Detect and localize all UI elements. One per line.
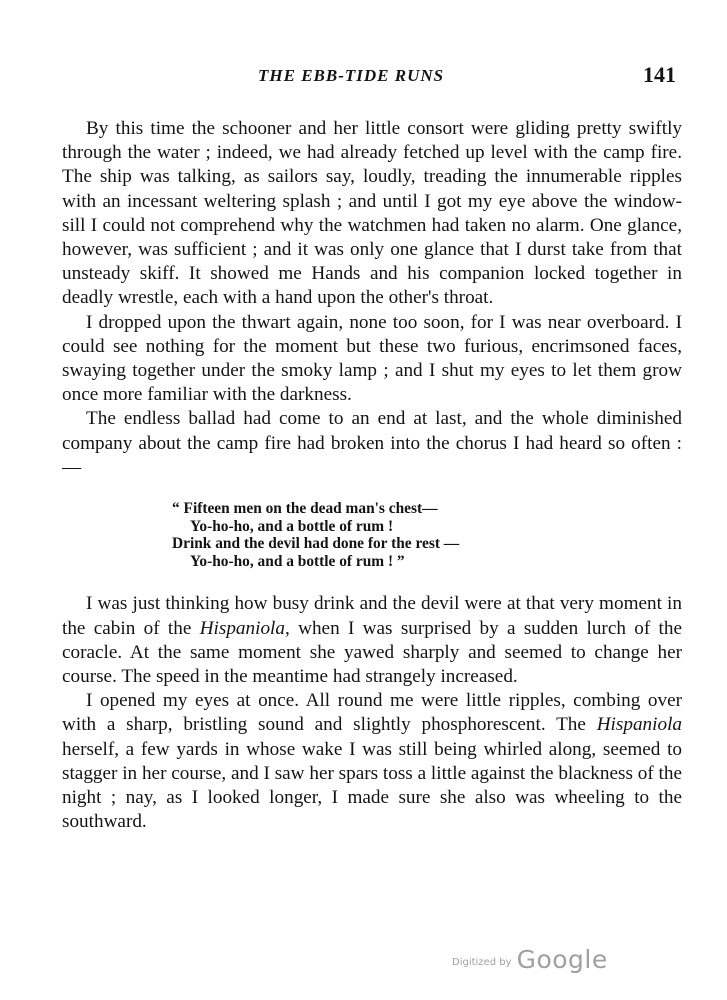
text-run: I was just thinking how busy drink and the devil were at that very moment in the cabin of the: [62, 593, 682, 639]
text-run: herself, a few yards in whose wake I was still being whirled along, seemed to stagger in her course, and I saw her spars toss a little against the blackness of the night ; nay, as I looked longer, I made sure she also was wheeling to the southward.: [62, 738, 682, 833]
digitized-watermark: [452, 945, 608, 974]
song-line: Drink and the devil had done for the rest —: [172, 535, 460, 553]
ship-name: Hispaniola: [199, 617, 285, 639]
ship-name: Hispaniola: [596, 714, 682, 736]
song-line: Yo-ho-ho, and a bottle of rum ! ”: [190, 552, 405, 570]
text-run: , when I was surprised by a sudden lurch of the coracle. At the same moment she yawed sharply and seemed to change her course. The speed in the meantime had strangely increased.: [62, 617, 682, 688]
song-line: Yo-ho-ho, and a bottle of rum !: [190, 517, 394, 535]
paragraph: [62, 689, 682, 834]
text-run: I opened my eyes at once. All round me were little ripples, combing over with a sharp, bristling sound and slightly phosphorescent. The: [62, 690, 682, 736]
watermark-logo: Google: [516, 945, 608, 974]
song-line: “ Fifteen men on the dead man's chest—: [172, 500, 438, 518]
body-text: [62, 117, 682, 834]
paragraph: I dropped upon the thwart again, none too soon, for I was near overboard. I could see nothing for the moment but these two furious, encrimsoned faces, swaying together under the smoky lamp ; and I shut my eyes to let them grow once more familiar with the darkness.: [62, 311, 682, 406]
song-verse: [172, 500, 682, 570]
page-number: 141: [643, 62, 676, 87]
paragraph: By this time the schooner and her little consort were gliding pretty swiftly through the water ; indeed, we had already fetched up level with the camp fire. The ship was talking, as sailors say, loudly, treading the innumerable ripples with an incessant weltering splash ; and until I got my eye above the window-sill I could not comprehend why the watchmen had taken no alarm. One glance, however, was sufficient ; and it was only one glance that I durst take from that unsteady skiff. It showed me Hands and his companion locked together in deadly wrestle, each with a hand upon the other's throat.: [62, 118, 682, 309]
paragraph: The endless ballad had come to an end at last, and the whole diminished company about the camp fire had broken into the chorus I had heard so often : —: [62, 408, 682, 478]
page-header: [0, 62, 727, 92]
paragraph: [62, 592, 682, 689]
watermark-prefix: Digitized by: [452, 957, 512, 968]
running-title: THE EBB-TIDE RUNS: [258, 66, 445, 85]
